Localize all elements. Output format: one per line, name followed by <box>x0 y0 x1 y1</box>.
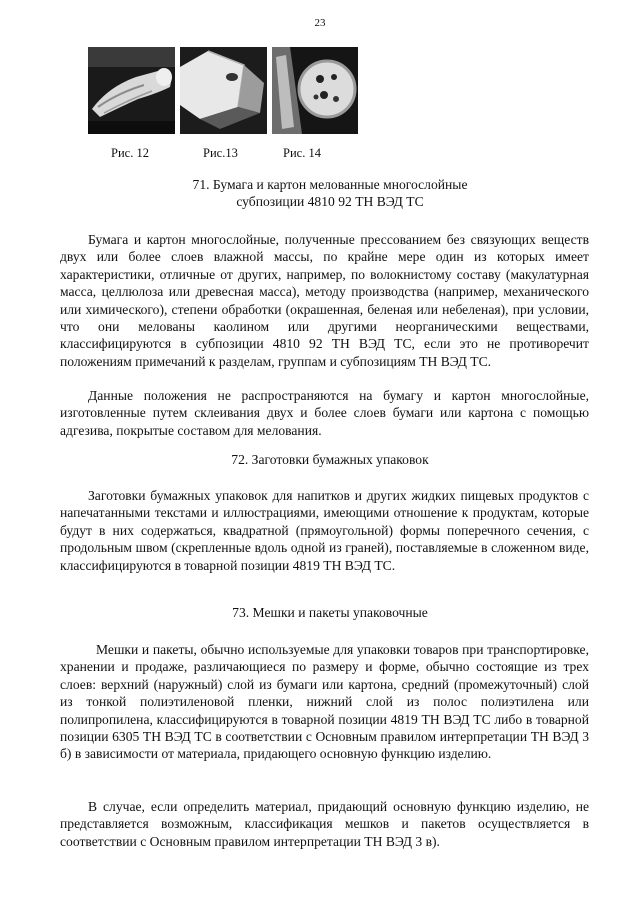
page-number: 23 <box>314 17 326 29</box>
section-72-paragraph-1-text: Заготовки бумажных упаковок для напитков и других жидких пищевых продуктов с напечатанными текстами и иллюстрациями, имеющими отношение к продуктам, которые будут в них содержаться, квадратной (прямоугольной) формы поперечного сечения, с продольным швом (скрепленные вдоль одной из граней), поставляемые в сложенном виде, классифицируются в товарной позиции 4819 ТН ВЭД ТС. <box>60 488 589 573</box>
section-73-paragraph-1 <box>60 641 589 763</box>
section-71-heading <box>60 176 600 210</box>
figure-13-caption: Рис.13 <box>203 146 238 160</box>
section-72-paragraph-1 <box>60 487 589 574</box>
figure-12-caption: Рис. 12 <box>111 146 149 160</box>
section-71-paragraph-2 <box>60 387 589 439</box>
figure-13-image <box>180 47 267 134</box>
section-73-paragraph-1-text: Мешки и пакеты, обычно используемые для упаковки товаров при транспортировке, хранении и продаже, различающиеся по размеру и форме, обычно состоящие из трех слоев: верхний (наружный) слой из бумаги или картона, средний (промежуточный) слой из тонкой полиэтиленовой пленки, нижний слой из полос полиэтилена или полипропилена, классифицируются в товарной позиции 4819 ТН ВЭД ТС либо в товарной позиции 6305 ТН ВЭД ТС в соответствии с Основным правилом интерпретации ТН ВЭД 3 б) в зависимости от материала, придающего основную функцию изделию. <box>60 642 589 762</box>
section-73-heading: 73. Мешки и пакеты упаковочные <box>232 605 428 620</box>
section-73-paragraph-2-text: В случае, если определить материал, придающий основную функцию изделию, не представляется возможным, классификация мешков и пакетов осуществляется в соответствии с Основным правилом интерпретации ТН ВЭД 3 в). <box>60 799 589 849</box>
section-73-paragraph-2 <box>60 798 589 850</box>
section-71-paragraph-2-text: Данные положения не распространяются на бумагу и картон многослойные, изготовленные путем склеивания двух и более слоев бумаги или картона с помощью адгезива, покрытые составом для мелования. <box>60 388 589 438</box>
figure-14-caption: Рис. 14 <box>283 146 321 160</box>
section-71-paragraph-1 <box>60 231 589 370</box>
section-72-heading: 72. Заготовки бумажных упаковок <box>231 452 429 467</box>
section-71-heading-line-1: 71. Бумага и картон мелованные многослойные <box>192 177 468 192</box>
section-71-heading-line-2: субпозиции 4810 92 ТН ВЭД ТС <box>236 194 424 209</box>
figure-row <box>88 47 358 134</box>
figure-14-image <box>272 47 358 134</box>
section-71-paragraph-1-text: Бумага и картон многослойные, полученные прессованием без связующих веществ двух или более слоев влажной массы, по крайне мере один из которых имеет характеристики, отличные от других, например, по волокнистому составу (макулатурная масса, целлюлоза или древесная масса), методу производства (например, механического или химического), степени обработки (окрашенная, беленая или небеленая), при условии, что они мелованы каолином или другими неорганическими веществами, классифицируются в субпозиции 4810 92 ТН ВЭД ТС, если это не противоречит положениям примечаний к разделам, группам и субпозициям ТН ВЭД ТС. <box>60 232 589 369</box>
figure-12-image <box>88 47 175 134</box>
